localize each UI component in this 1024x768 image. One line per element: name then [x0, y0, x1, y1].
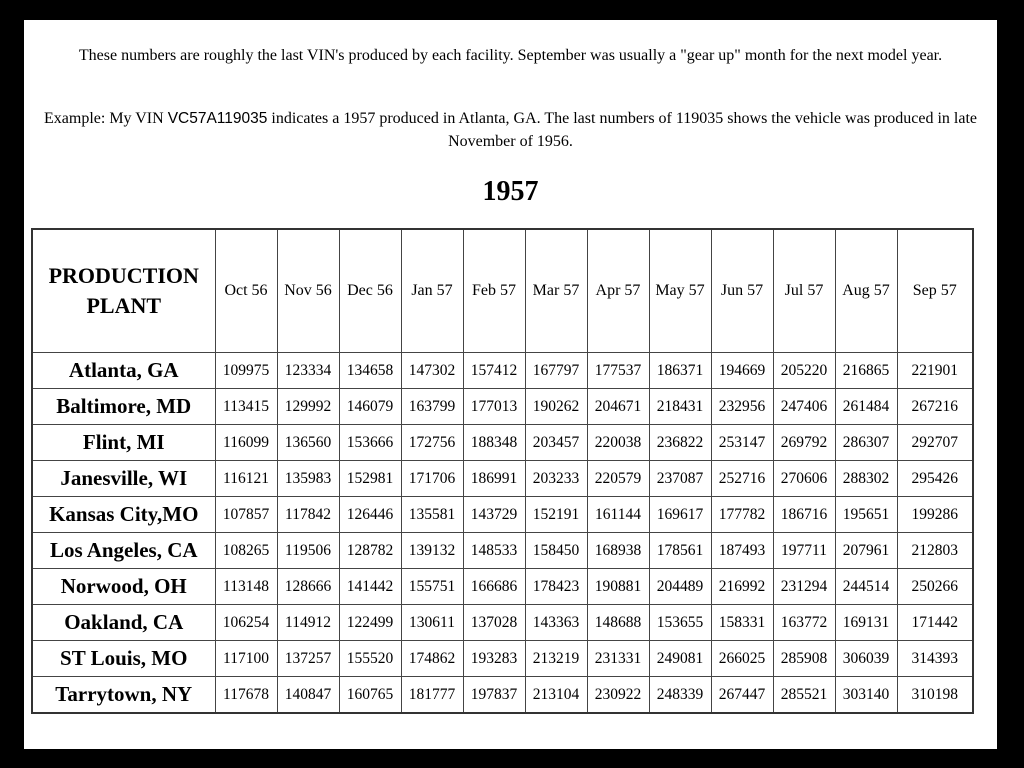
- vin-number: VC57A119035: [167, 110, 268, 127]
- vin-cell: 163772: [773, 605, 835, 641]
- vin-cell: 203457: [525, 425, 587, 461]
- vin-cell: 248339: [649, 677, 711, 714]
- document-page: [24, 20, 997, 749]
- vin-cell: 126446: [339, 497, 401, 533]
- vin-cell: 266025: [711, 641, 773, 677]
- plant-name: ST Louis, MO: [32, 641, 215, 677]
- vin-cell: 177782: [711, 497, 773, 533]
- month-header: Jun 57: [711, 229, 773, 353]
- table-row: [32, 533, 973, 569]
- vin-cell: 108265: [215, 533, 277, 569]
- vin-cell: 116099: [215, 425, 277, 461]
- vin-cell: 203233: [525, 461, 587, 497]
- vin-cell: 174862: [401, 641, 463, 677]
- vin-cell: 178423: [525, 569, 587, 605]
- vin-cell: 106254: [215, 605, 277, 641]
- vin-cell: 143363: [525, 605, 587, 641]
- example-paragraph: [44, 107, 977, 153]
- vin-cell: 197837: [463, 677, 525, 714]
- vin-cell: 269792: [773, 425, 835, 461]
- vin-cell: 137257: [277, 641, 339, 677]
- table-row: [32, 605, 973, 641]
- vin-cell: 163799: [401, 389, 463, 425]
- vin-cell: 230922: [587, 677, 649, 714]
- table-row: [32, 641, 973, 677]
- vin-cell: 160765: [339, 677, 401, 714]
- vin-cell: 195651: [835, 497, 897, 533]
- vin-cell: 168938: [587, 533, 649, 569]
- vin-cell: 135983: [277, 461, 339, 497]
- vin-cell: 177013: [463, 389, 525, 425]
- vin-cell: 288302: [835, 461, 897, 497]
- month-header: Nov 56: [277, 229, 339, 353]
- example-text-after: indicates a 1957 produced in Atlanta, GA. The last numbers of 119035 shows the vehicle was produced in late November of 1956.: [267, 110, 977, 150]
- vin-cell: 177537: [587, 353, 649, 389]
- table-row: [32, 677, 973, 714]
- vin-cell: 109975: [215, 353, 277, 389]
- vin-cell: 213104: [525, 677, 587, 714]
- vin-cell: 143729: [463, 497, 525, 533]
- vin-cell: 117100: [215, 641, 277, 677]
- vin-cell: 205220: [773, 353, 835, 389]
- example-text-before: Example: My VIN: [44, 110, 168, 127]
- vin-cell: 113148: [215, 569, 277, 605]
- plant-name: Baltimore, MD: [32, 389, 215, 425]
- vin-cell: 169131: [835, 605, 897, 641]
- vin-cell: 295426: [897, 461, 973, 497]
- vin-cell: 155520: [339, 641, 401, 677]
- plant-column-header: [32, 229, 215, 353]
- intro-text: These numbers are roughly the last VIN's produced by each facility. September was usually a "gear up" month for the next model year.: [78, 47, 943, 64]
- table-row: [32, 497, 973, 533]
- vin-cell: 270606: [773, 461, 835, 497]
- vin-cell: 218431: [649, 389, 711, 425]
- vin-cell: 186716: [773, 497, 835, 533]
- vin-cell: 147302: [401, 353, 463, 389]
- table-row: [32, 389, 973, 425]
- vin-cell: 286307: [835, 425, 897, 461]
- intro-paragraph: [44, 44, 977, 67]
- vin-cell: 236822: [649, 425, 711, 461]
- vin-cell: 212803: [897, 533, 973, 569]
- vin-cell: 220579: [587, 461, 649, 497]
- month-header: Dec 56: [339, 229, 401, 353]
- vin-cell: 220038: [587, 425, 649, 461]
- vin-cell: 197711: [773, 533, 835, 569]
- vin-cell: 216865: [835, 353, 897, 389]
- vin-cell: 303140: [835, 677, 897, 714]
- vin-cell: 204489: [649, 569, 711, 605]
- vin-cell: 166686: [463, 569, 525, 605]
- vin-cell: 237087: [649, 461, 711, 497]
- vin-cell: 116121: [215, 461, 277, 497]
- vin-cell: 253147: [711, 425, 773, 461]
- vin-cell: 129992: [277, 389, 339, 425]
- vin-cell: 252716: [711, 461, 773, 497]
- vin-cell: 137028: [463, 605, 525, 641]
- vin-cell: 171706: [401, 461, 463, 497]
- vin-cell: 199286: [897, 497, 973, 533]
- vin-cell: 152981: [339, 461, 401, 497]
- vin-cell: 140847: [277, 677, 339, 714]
- vin-cell: 158450: [525, 533, 587, 569]
- vin-cell: 285521: [773, 677, 835, 714]
- vin-cell: 167797: [525, 353, 587, 389]
- plant-name: Kansas City,MO: [32, 497, 215, 533]
- vin-cell: 267216: [897, 389, 973, 425]
- vin-cell: 153666: [339, 425, 401, 461]
- vin-cell: 247406: [773, 389, 835, 425]
- vin-cell: 190881: [587, 569, 649, 605]
- plant-name: Los Angeles, CA: [32, 533, 215, 569]
- month-header: Oct 56: [215, 229, 277, 353]
- vin-cell: 128666: [277, 569, 339, 605]
- vin-cell: 141442: [339, 569, 401, 605]
- vin-cell: 216992: [711, 569, 773, 605]
- vin-cell: 157412: [463, 353, 525, 389]
- table-row: [32, 461, 973, 497]
- header-row: [32, 229, 973, 353]
- plant-header-line1: PRODUCTION: [48, 263, 199, 288]
- vin-cell: 114912: [277, 605, 339, 641]
- production-table: [31, 228, 974, 714]
- vin-cell: 213219: [525, 641, 587, 677]
- vin-cell: 152191: [525, 497, 587, 533]
- month-header: Apr 57: [587, 229, 649, 353]
- vin-cell: 117678: [215, 677, 277, 714]
- plant-name: Oakland, CA: [32, 605, 215, 641]
- vin-cell: 119506: [277, 533, 339, 569]
- vin-cell: 231294: [773, 569, 835, 605]
- vin-cell: 221901: [897, 353, 973, 389]
- vin-cell: 113415: [215, 389, 277, 425]
- vin-cell: 153655: [649, 605, 711, 641]
- vin-cell: 306039: [835, 641, 897, 677]
- vin-cell: 136560: [277, 425, 339, 461]
- vin-cell: 135581: [401, 497, 463, 533]
- vin-cell: 139132: [401, 533, 463, 569]
- month-header: Jul 57: [773, 229, 835, 353]
- vin-cell: 178561: [649, 533, 711, 569]
- vin-cell: 186991: [463, 461, 525, 497]
- plant-name: Atlanta, GA: [32, 353, 215, 389]
- table-row: [32, 425, 973, 461]
- vin-cell: 207961: [835, 533, 897, 569]
- vin-cell: 155751: [401, 569, 463, 605]
- month-header: Aug 57: [835, 229, 897, 353]
- vin-cell: 117842: [277, 497, 339, 533]
- vin-cell: 267447: [711, 677, 773, 714]
- plant-name: Janesville, WI: [32, 461, 215, 497]
- table-title: 1957: [482, 176, 539, 207]
- vin-cell: 107857: [215, 497, 277, 533]
- vin-cell: 285908: [773, 641, 835, 677]
- vin-cell: 172756: [401, 425, 463, 461]
- plant-name: Flint, MI: [32, 425, 215, 461]
- vin-cell: 122499: [339, 605, 401, 641]
- vin-cell: 250266: [897, 569, 973, 605]
- vin-cell: 292707: [897, 425, 973, 461]
- vin-cell: 190262: [525, 389, 587, 425]
- vin-cell: 148533: [463, 533, 525, 569]
- vin-cell: 148688: [587, 605, 649, 641]
- vin-cell: 146079: [339, 389, 401, 425]
- vin-cell: 314393: [897, 641, 973, 677]
- vin-cell: 261484: [835, 389, 897, 425]
- vin-cell: 232956: [711, 389, 773, 425]
- vin-cell: 310198: [897, 677, 973, 714]
- plant-name: Norwood, OH: [32, 569, 215, 605]
- vin-cell: 249081: [649, 641, 711, 677]
- vin-cell: 194669: [711, 353, 773, 389]
- plant-name: Tarrytown, NY: [32, 677, 215, 714]
- vin-cell: 169617: [649, 497, 711, 533]
- vin-cell: 193283: [463, 641, 525, 677]
- month-header: May 57: [649, 229, 711, 353]
- vin-cell: 188348: [463, 425, 525, 461]
- vin-cell: 130611: [401, 605, 463, 641]
- vin-cell: 187493: [711, 533, 773, 569]
- table-row: [32, 569, 973, 605]
- vin-cell: 161144: [587, 497, 649, 533]
- month-header: Mar 57: [525, 229, 587, 353]
- vin-cell: 181777: [401, 677, 463, 714]
- vin-cell: 186371: [649, 353, 711, 389]
- vin-cell: 204671: [587, 389, 649, 425]
- vin-cell: 158331: [711, 605, 773, 641]
- vin-cell: 231331: [587, 641, 649, 677]
- vin-cell: 123334: [277, 353, 339, 389]
- vin-cell: 244514: [835, 569, 897, 605]
- month-header: Feb 57: [463, 229, 525, 353]
- vin-cell: 171442: [897, 605, 973, 641]
- vin-cell: 128782: [339, 533, 401, 569]
- table-row: [32, 353, 973, 389]
- vin-cell: 134658: [339, 353, 401, 389]
- month-header: Jan 57: [401, 229, 463, 353]
- month-header: Sep 57: [897, 229, 973, 353]
- plant-header-line2: PLANT: [86, 293, 162, 318]
- table-body: [32, 353, 973, 714]
